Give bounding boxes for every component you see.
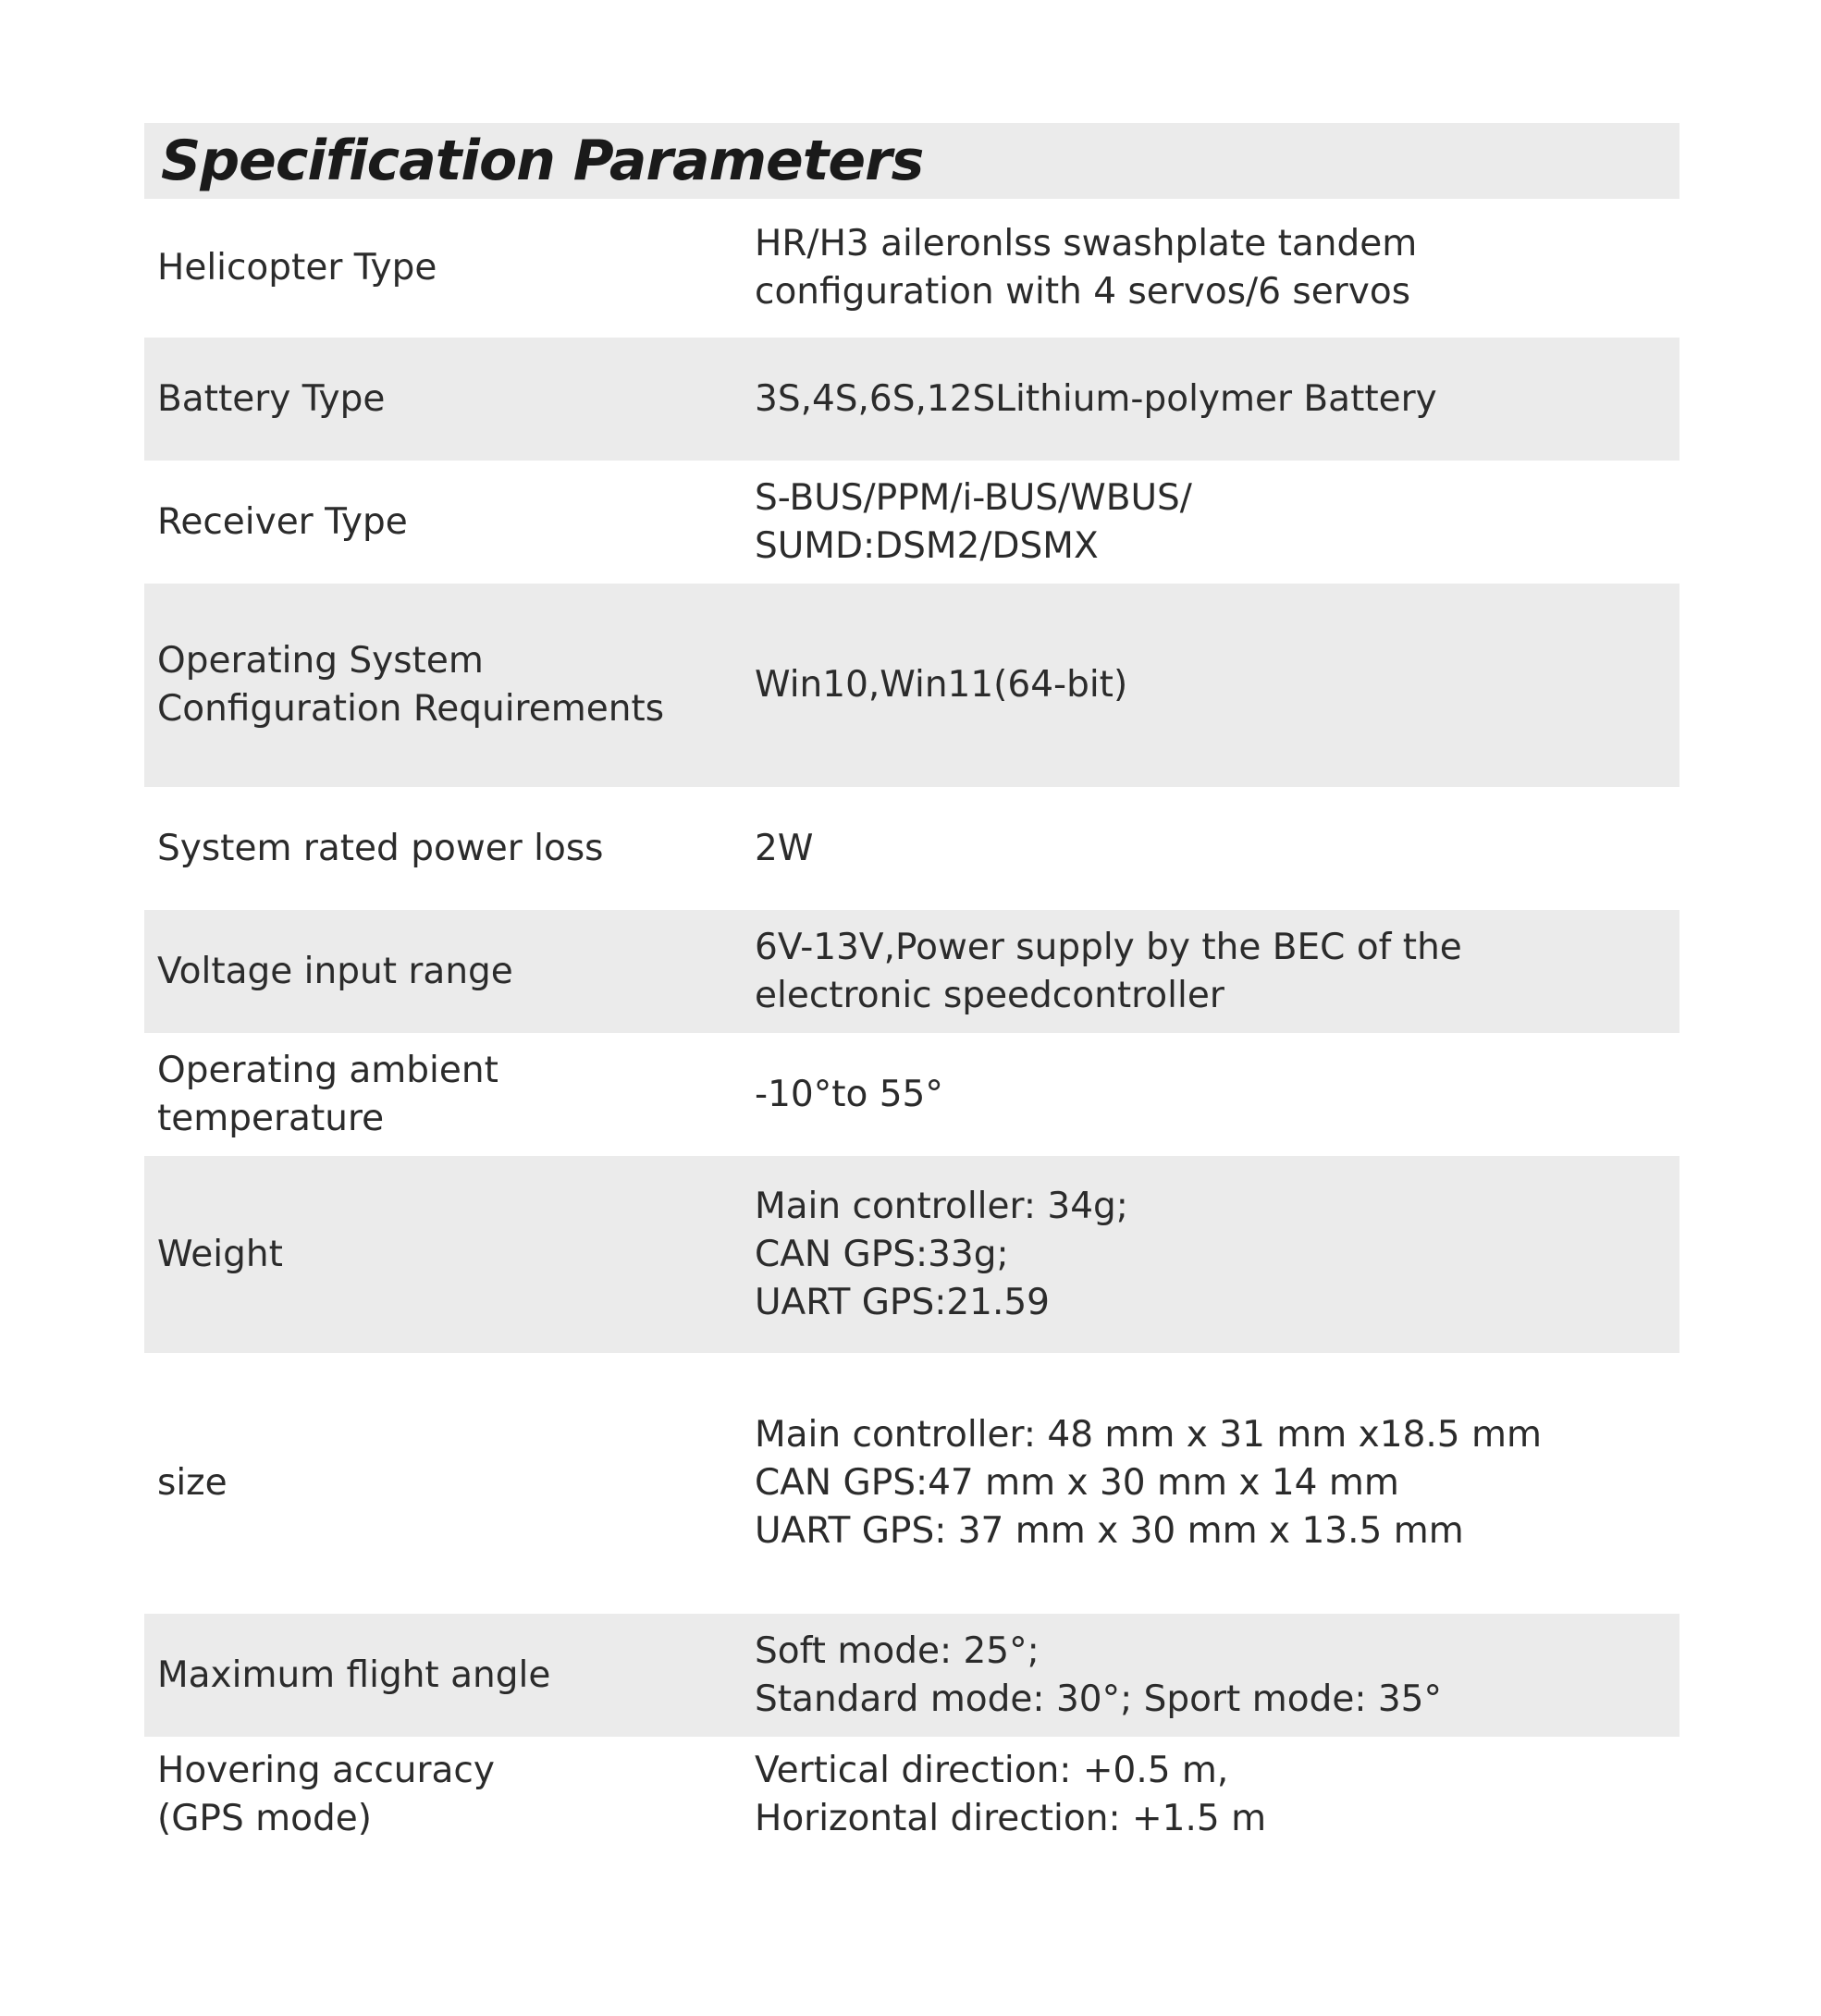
spec-label: Maximum flight angle <box>144 1614 755 1737</box>
spec-value: Soft mode: 25°; Standard mode: 30°; Sport mode: 35° <box>755 1614 1680 1737</box>
spec-label: size <box>157 1462 228 1504</box>
spec-value: -10°to 55° <box>755 1073 943 1115</box>
spec-label: System rated power loss <box>157 827 604 869</box>
spec-row <box>144 461 1680 584</box>
spec-row <box>144 787 1680 910</box>
spec-row <box>144 1156 1680 1353</box>
page-title: Specification Parameters <box>161 129 924 193</box>
title-bar <box>144 123 1680 199</box>
spec-sheet <box>144 123 1680 1852</box>
spec-row <box>144 1614 1680 1737</box>
spec-value: Vertical direction: +0.5 m, Horizontal direction: +1.5 m <box>755 1749 1267 1839</box>
spec-row <box>144 910 1680 1033</box>
spec-value: Main controller: 48 mm x 31 mm x18.5 mm CAN GPS:47 mm x 30 mm x 14 mm UART GPS: 37 mm x 30 mm x 13.5 mm <box>755 1414 1542 1552</box>
spec-label: Helicopter Type <box>157 247 437 289</box>
spec-label: Battery Type <box>144 338 755 461</box>
spec-row <box>144 338 1680 461</box>
spec-label: Operating System Configuration Requirements <box>144 584 755 787</box>
spec-value: 3S,4S,6S,12SLithium-polymer Battery <box>755 338 1680 461</box>
spec-table <box>144 199 1680 1852</box>
spec-row <box>144 1737 1680 1852</box>
spec-value: 6V-13V,Power supply by the BEC of the electronic speedcontroller <box>755 910 1680 1033</box>
spec-label: Hovering accuracy (GPS mode) <box>157 1749 495 1839</box>
spec-label: Receiver Type <box>157 500 408 543</box>
spec-value: S-BUS/PPM/i-BUS/WBUS/ SUMD:DSM2/DSMX <box>755 476 1192 567</box>
spec-row <box>144 584 1680 787</box>
spec-value: 2W <box>755 827 814 869</box>
spec-value: HR/H3 aileronlss swashplate tandem configuration with 4 servos/6 servos <box>755 223 1418 313</box>
spec-row <box>144 1033 1680 1156</box>
spec-label: Operating ambient temperature <box>157 1049 498 1139</box>
spec-label: Weight <box>144 1156 755 1353</box>
spec-label: Voltage input range <box>144 910 755 1033</box>
spec-row <box>144 1353 1680 1614</box>
spec-value: Win10,Win11(64-bit) <box>755 584 1680 787</box>
spec-row <box>144 199 1680 338</box>
spec-value: Main controller: 34g; CAN GPS:33g; UART GPS:21.59 <box>755 1156 1680 1353</box>
